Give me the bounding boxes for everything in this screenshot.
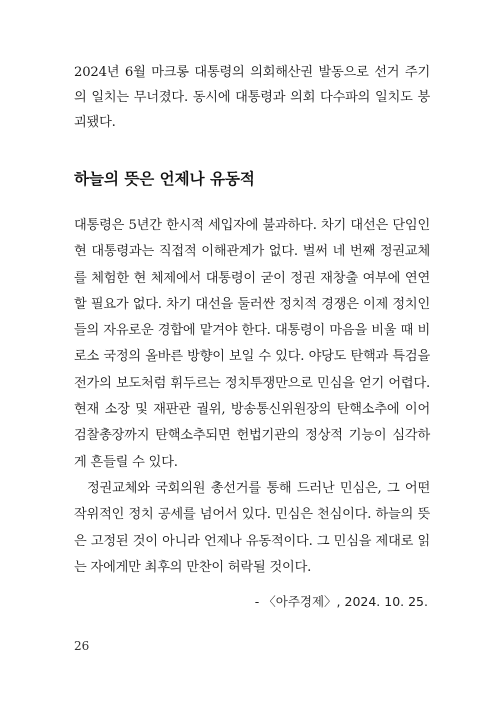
body-paragraph: 대통령은 5년간 한시적 세입자에 불과하다. 차기 대선은 단임인 현 대통령과는 직접적 이해관계가 없다. 벌써 네 번째 정권교체를 체험한 현 체제에서 대통령이 굳이 정권 재창출 여부에 연연할 필요가 없다. 차기 대선을 둘러싼 정치적 경쟁은 이제 정치인들의 자유로운 경합에 맡겨야 한다. 대통령이 마음을 비울 때 비로소 국정의 올바른 방향이 보일 수 있다. 야당도 탄핵과 특검을 전가의 보도처럼 휘두르는 정치투쟁만으로 민심을 얻기 어렵다. 현재 소장 및 재판관 궐위, 방송통신위원장의 탄핵소추에 이어 검찰총장까지 탄핵소추되면 헌법기관의 정상적 기능이 심각하게 흔들릴 수 있다. (74, 218, 430, 470)
intro-paragraph: 2024년 6월 마크롱 대통령의 의회해산권 발동으로 선거 주기의 일치는 무너졌다. 동시에 대통령과 의회 다수파의 일치도 붕괴됐다. (74, 65, 430, 130)
source-citation: - 〈아주경제〉, 2024. 10. 25. (254, 594, 428, 609)
section-heading: 하늘의 뜻은 언제나 유동적 (74, 170, 255, 188)
body-text (74, 213, 430, 581)
page-number: 26 (74, 639, 90, 653)
body-paragraph: 정권교체와 국회의원 총선거를 통해 드러난 민심은, 그 어떤 작위적인 정치 공세를 넘어서 있다. 민심은 천심이다. 하늘의 뜻은 고정된 것이 아니라 언제나 유동적이다. 그 민심을 제대로 읽는 자에게만 최후의 만찬이 허락될 것이다. (74, 480, 430, 575)
